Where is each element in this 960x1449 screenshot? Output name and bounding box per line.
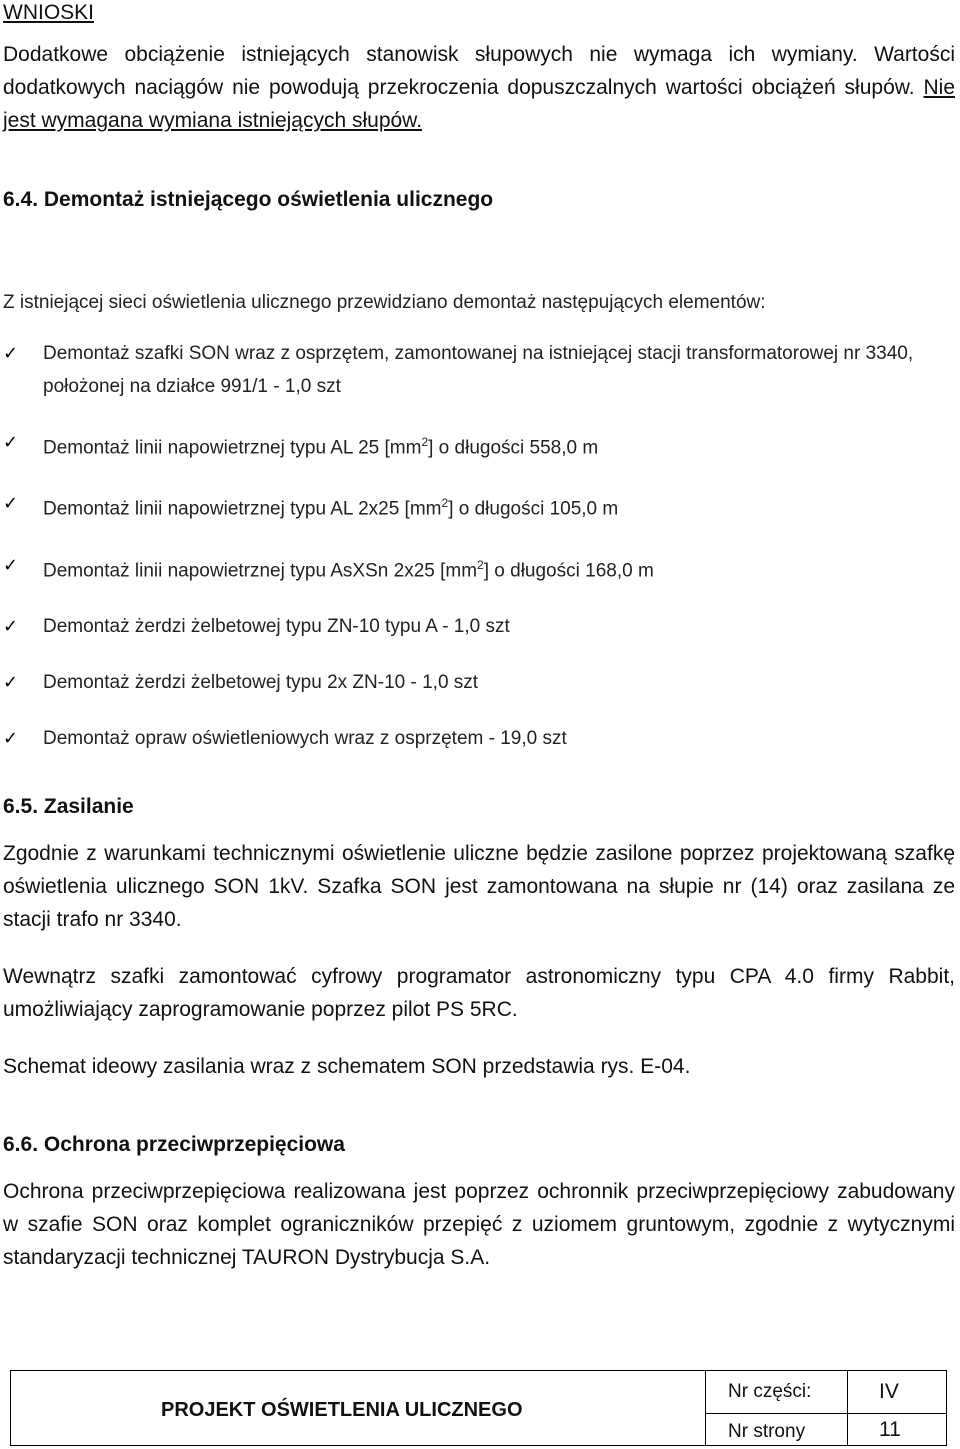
removal-item-superscript: 2	[441, 496, 449, 511]
section-65-paragraph-2: Wewnątrz szafki zamontować cyfrowy programator astronomiczny typu CPA 4.0 firmy Rabbit, umożliwiający zaprogramowanie poprzez pilot PS 5RC.	[3, 965, 955, 1021]
removal-item-text: Demontaż linii napowietrznej typu AL 25 [mm	[43, 437, 422, 459]
title-block-project	[11, 1371, 706, 1445]
part-value: IV	[879, 1380, 899, 1403]
conclusions-text-b: Nie jest wymagana wymiana istniejących słupów.	[3, 76, 955, 132]
removal-item-superscript: 2	[477, 557, 484, 572]
removal-item-superscript: 2	[421, 435, 429, 449]
removal-list	[3, 337, 955, 778]
removal-item	[3, 426, 955, 464]
section-64-intro: Z istniejącej sieci oświetlenia ulicznego przewidziano demontaż następujących elementów:	[3, 292, 766, 313]
section-66-paragraph-1: Ochrona przeciwprzepięciowa realizowana jest poprzez ochronnik przeciwprzepięciowy zabudowany w szafie SON oraz komplet ograniczników przepięć z uziomem gruntowym, zgodnie z wytycznymi standaryzacji technicznej TAURON Dystrybucja S.A.	[3, 1180, 955, 1269]
removal-item	[3, 549, 955, 587]
section-65-paragraph-1: Zgodnie z warunkami technicznymi oświetlenie uliczne będzie zasilone poprzez projektowaną szafkę oświetlenia ulicznego SON 1kV. Szafka SON jest zamontowana na słupie nr (14) oraz zasilana ze stacji trafo nr 3340.	[3, 842, 955, 931]
page-label: Nr strony	[728, 1421, 806, 1442]
removal-item	[3, 610, 955, 643]
check-icon: ✓	[3, 727, 19, 749]
part-label: Nr części:	[728, 1381, 812, 1402]
conclusions-text-a: Dodatkowe obciążenie istniejących stanowisk słupowych nie wymaga ich wymiany. Wartości dodatkowych naciągów nie powodują przekroczenia dopuszczalnych wartości obciążeń słupów.	[3, 43, 955, 99]
removal-item-text-tail: ] o długości 558,0 m	[428, 437, 599, 459]
removal-item-text: Demontaż opraw oświetleniowych wraz z osprzętem - 19,0 szt	[43, 727, 567, 749]
page-value: 11	[879, 1418, 901, 1441]
check-icon: ✓	[3, 554, 19, 576]
removal-item	[3, 487, 955, 525]
section-64-heading: 6.4. Demontaż istniejącego oświetlenia ulicznego	[3, 188, 494, 211]
section-66-heading: 6.6. Ochrona przeciwprzepięciowa	[3, 1133, 345, 1156]
removal-item	[3, 337, 955, 403]
title-block-divider-h	[706, 1413, 946, 1414]
removal-item-text: Demontaż linii napowietrznej typu AL 2x25 [mm	[43, 498, 442, 520]
removal-item	[3, 666, 955, 699]
section-65-heading: 6.5. Zasilanie	[3, 795, 134, 818]
conclusions-heading: WNIOSKI	[3, 1, 95, 24]
removal-item-text-tail: ] o długości 168,0 m	[483, 559, 654, 581]
check-icon: ✓	[3, 615, 19, 637]
removal-item-text: Demontaż linii napowietrznej typu AsXSn 2x25 [mm	[43, 559, 478, 581]
removal-item-text-tail: ] o długości 105,0 m	[448, 498, 619, 520]
removal-item	[3, 722, 955, 755]
project-title: PROJEKT OŚWIETLENIA ULICZNEGO	[161, 1399, 523, 1421]
removal-item-text: Demontaż żerdzi żelbetowej typu ZN-10 typu A - 1,0 szt	[43, 615, 510, 637]
check-icon: ✓	[3, 432, 19, 453]
removal-item-text: Demontaż żerdzi żelbetowej typu 2x ZN-10 - 1,0 szt	[43, 671, 479, 693]
title-block-divider-v	[847, 1371, 848, 1445]
removal-item-text: Demontaż szafki SON wraz z osprzętem, zamontowanej na istniejącej stacji transformatorowej nr 3340, położonej na działce 991/1 - 1,0 szt	[43, 343, 914, 397]
check-icon: ✓	[3, 493, 19, 515]
check-icon: ✓	[3, 671, 19, 693]
section-65-paragraph-3: Schemat ideowy zasilania wraz z schematem SON przedstawia rys. E-04.	[3, 1055, 691, 1078]
check-icon: ✓	[3, 343, 19, 364]
conclusions-text	[3, 38, 955, 137]
title-block	[10, 1370, 947, 1446]
